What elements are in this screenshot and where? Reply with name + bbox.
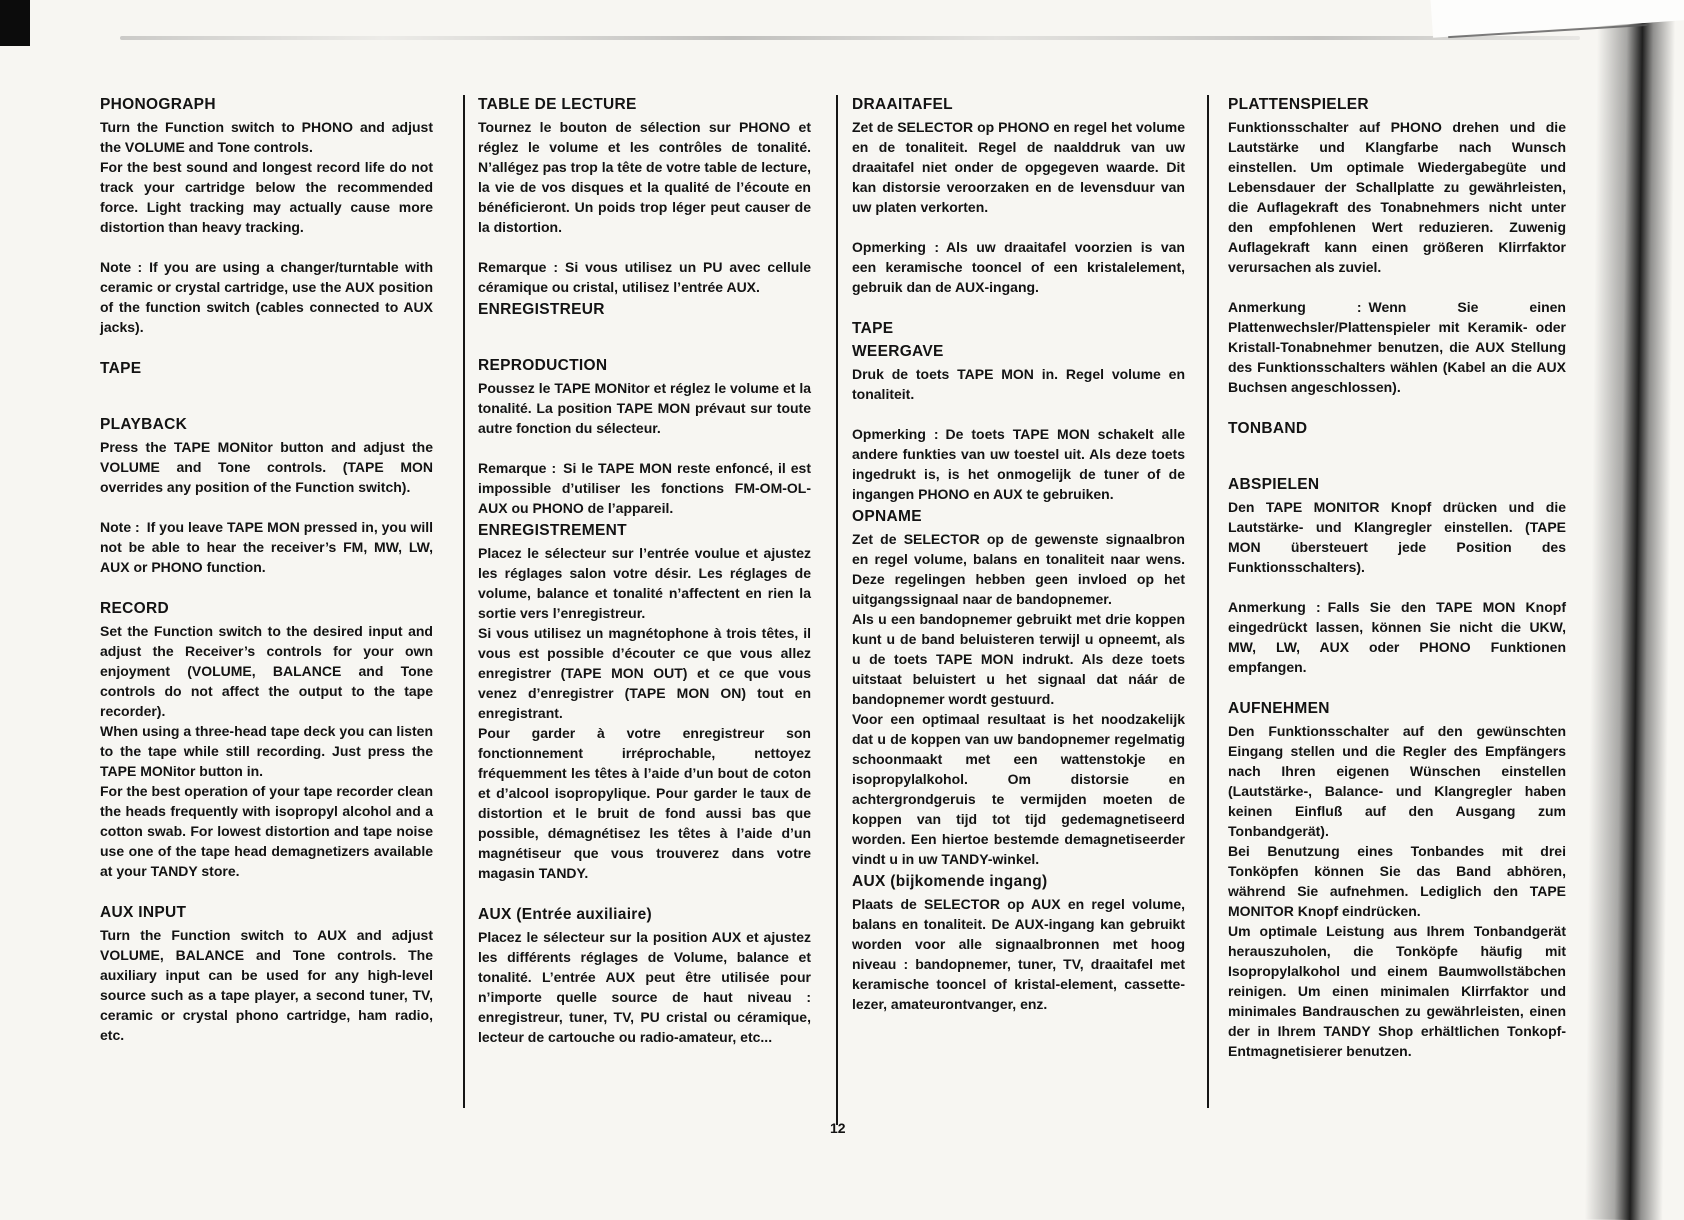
column-english (100, 95, 433, 1045)
paragraph-text: Wenn Sie einen Plattenwechsler/Plattenspieler mit Keramik- oder Kristall-Tonabnehmer benutzen, die AUX Stellung des Funktionsschalters wählen (Kabel an die AUX Buchsen angeschlossen). (1228, 299, 1566, 395)
paragraph (478, 723, 811, 883)
section-heading: AUX (Entrée auxiliaire) (478, 906, 653, 923)
section-heading: TAPE (852, 320, 894, 337)
paragraph (1228, 721, 1566, 841)
paragraph (1228, 597, 1566, 677)
paragraph-text: Zet de SELECTOR op de gewenste signaalbron en regel volume, balans en tonaliteit naar wens. Deze regelingen hebben geen invloed op het uitgangssignaal naar de bandopnemer. (852, 531, 1185, 607)
page-number: 12 (830, 1120, 846, 1136)
paragraph-text: Pour garder à votre enregistreur son fonctionnement irréprochable, nettoyez fréquemment les têtes à l’aide d’un bout de coton et d’alcool isopropylique. Pour garder le taux de distortion et le bruit de fond aussi bas que possible, démagnétisez les têtes à l’aide d’un magnétiseur que vous trouverez dans votre magasin TANDY. (478, 725, 811, 881)
paragraph (852, 894, 1185, 1014)
section-heading: PHONOGRAPH (100, 96, 216, 113)
paragraph (100, 257, 433, 337)
paragraph-text: Druk de toets TAPE MON in. Regel volume en tonaliteit. (852, 366, 1185, 402)
paragraph (852, 709, 1185, 869)
paragraph (100, 117, 433, 157)
paragraph-text: Si vous utilisez un magnétophone à trois têtes, il vous est possible d’écouter ce que vous allez enregistrer (TAPE MON OUT) et ce que vous venez d’enregistrer (TAPE MON ON) tout en enregistrant. (478, 625, 811, 721)
paragraph-text: Als uw draaitafel voorzien is van een keramische tooncel of een kristalelement, gebruik dan de AUX-ingang. (852, 239, 1185, 295)
paragraph (1228, 497, 1566, 577)
paragraph (478, 623, 811, 723)
section-heading: REPRODUCTION (478, 357, 608, 374)
note-label: Remarque : (478, 259, 559, 275)
section-heading: TAPE (100, 360, 142, 377)
column-divider (1207, 95, 1209, 1108)
paragraph (1228, 297, 1566, 397)
paragraph-text: For the best operation of your tape recorder clean the heads frequently with isopropyl alcohol and a cotton swab. For lowest distortion and tape noise use one of the tape head demagnetizers available at your TANDY store. (100, 783, 433, 879)
column-dutch (852, 95, 1185, 1014)
column-divider (836, 95, 838, 1125)
paragraph-text: Placez le sélecteur sur l’entrée voulue et ajustez les réglages salon votre désir. Les réglages de volume, balance et tonalité n’affectent en rien la sortie vers l’enregistreur. (478, 545, 811, 621)
paragraph (478, 458, 811, 518)
note-label: Anmerkung : (1228, 599, 1321, 615)
note-label: Note : (100, 519, 140, 535)
section-heading: PLATTENSPIELER (1228, 96, 1369, 113)
paragraph-text: When using a three-head tape deck you can listen to the tape while still recording. Just press the TAPE MONitor button in. (100, 723, 433, 779)
paragraph (852, 117, 1185, 217)
paragraph (1228, 921, 1566, 1061)
section-heading: ENREGISTREUR (478, 301, 605, 318)
paragraph-text: Zet de SELECTOR op PHONO en regel het volume en de tonaliteit. Regel de naalddruk van uw draaitafel niet onder de opgegeven waarde. Dit kan distorsie veroorzaken en de levensduur van uw platen verkorten. (852, 119, 1185, 215)
paragraph (852, 609, 1185, 709)
paragraph (1228, 841, 1566, 921)
paragraph-text: De toets TAPE MON schakelt alle andere funkties van uw toestel uit. Als deze toets ingedrukt is, is het onmogelijk de tuner of de ingangen PHONO en AUX te gebruiken. (852, 426, 1185, 502)
section-heading: DRAAITAFEL (852, 96, 953, 113)
section-heading: PLAYBACK (100, 416, 188, 433)
note-label: Anmerkung : (1228, 299, 1362, 315)
section-heading: AUFNEHMEN (1228, 700, 1330, 717)
paragraph-text: Um optimale Leistung aus Ihrem Tonbandgerät herauszuholen, die Tonköpfe häufig mit Isopropylalkohol und einem Baumwollstäbchen reinigen. Um einen minimalen Klirrfaktor und minimales Bandrauschen zu gewährleisten, einen der in Ihrem TANDY Shop erhältlichen Tonkopf-Entmagnetisierer benutzen. (1228, 923, 1566, 1059)
paragraph-text: Tournez le bouton de sélection sur PHONO et réglez le volume et les contrôles de tonalité. N’allégez pas trop la tête de votre table de lecture, la vie de vos disques et la qualité de l’écoute en bénéficieront. Un poids trop léger peut causer de la distortion. (478, 119, 811, 235)
section-heading: ENREGISTREMENT (478, 522, 627, 539)
paragraph (100, 925, 433, 1045)
paragraph (100, 157, 433, 237)
paragraph (478, 257, 811, 297)
paragraph-text: Placez le sélecteur sur la position AUX et ajustez les différents réglages de Volume, balance et tonalité. L’entrée AUX peut être utilisée pour n’importe quelle source de haut niveau : enregistreur, tuner, TV, PU cristal ou céramique, lecteur de cartouche ou radio-amateur, etc... (478, 929, 811, 1045)
paragraph (852, 424, 1185, 504)
paragraph (100, 437, 433, 497)
section-heading: TONBAND (1228, 420, 1308, 437)
note-label: Note : (100, 259, 143, 275)
scan-streak-artifact (120, 36, 1580, 40)
section-heading: AUX INPUT (100, 904, 187, 921)
section-heading: OPNAME (852, 508, 922, 525)
section-heading: AUX (bijkomende ingang) (852, 873, 1048, 890)
paragraph (100, 781, 433, 881)
note-label: Opmerking : (852, 239, 939, 255)
column-german (1228, 95, 1566, 1061)
paragraph (852, 529, 1185, 609)
paragraph-text: Si vous utilisez un PU avec cellule céramique ou cristal, utilisez l’entrée AUX. (478, 259, 811, 295)
paragraph (100, 621, 433, 721)
note-label: Remarque : (478, 460, 557, 476)
column-french (478, 95, 811, 1047)
paragraph (852, 237, 1185, 297)
paragraph-text: If you are using a changer/turntable with ceramic or crystal cartridge, use the AUX position of the function switch (cables connected to AUX jacks). (100, 259, 433, 335)
paragraph-text: Plaats de SELECTOR op AUX en regel volume, balans en tonaliteit. De AUX-ingang kan gebruikt worden voor alle signaalbronnen met hoog niveau : bandopnemer, tuner, TV, draaitafel met keramische tooncel of kristal-element, cassette-lezer, amateurontvanger, enz. (852, 896, 1185, 1012)
paragraph-text: Den Funktionsschalter auf den gewünschten Eingang stellen und die Regler des Empfängers nach Ihren eigenen Wünschen einstellen (Lautstärke-, Balance- und Klangregler haben keinen Einfluß auf den Ausgang zum Tonbandgerät). (1228, 723, 1566, 839)
section-heading: ABSPIELEN (1228, 476, 1320, 493)
paragraph-text: Set the Function switch to the desired input and adjust the Receiver’s controls for your own enjoyment (VOLUME, BALANCE and Tone controls do not affect the output to the tape recorder). (100, 623, 433, 719)
paragraph-text: Als u een bandopnemer gebruikt met drie koppen kunt u de band beluisteren terwijl u opneemt, als u de toets TAPE MON indrukt. Als deze toets uitstaat beluistert u het signaal dat náár de bandopnemer wordt gestuurd. (852, 611, 1185, 707)
paragraph-text: Si le TAPE MON reste enfoncé, il est impossible d’utiliser les fonctions FM-OM-OL-AUX ou PHONO de l’appareil. (478, 460, 811, 516)
paragraph-text: Den TAPE MONITOR Knopf drücken und die Lautstärke- und Klangregler einstellen. (TAPE MON übersteuert jede Position des Funktionsschalters). (1228, 499, 1566, 575)
paragraph-text: Funktionsschalter auf PHONO drehen und die Lautstärke und Klangfarbe nach Wunsch einstellen. Um optimale Wiedergabegüte und Lebensdauer der Schallplatte zu gewährleisten, die Auflagekraft des Tonabnehmers nicht unter den empfohlenen Wert reduzieren. Zuwenig Auflagekraft kann einen größeren Klirrfaktor verursachen als zuviel. (1228, 119, 1566, 275)
paragraph-text: Press the TAPE MONitor button and adjust the VOLUME and Tone controls. (TAPE MON overrides any position of the Function switch). (100, 439, 433, 495)
page-edge-shadow (1585, 20, 1676, 1220)
column-divider (463, 95, 465, 1108)
paragraph (100, 517, 433, 577)
section-heading: WEERGAVE (852, 343, 944, 360)
note-label: Opmerking : (852, 426, 939, 442)
paragraph-text: Voor een optimaal resultaat is het noodzakelijk dat u de koppen van uw bandopnemer regelmatig schoonmaakt met een wattenstokje en isopropylalkohol. Om distorsie en achtergrondgeruis te vermijden moeten de koppen van tijd tot tijd gedemagnetiseerd worden. Een hiertoe bestemde demagnetiseerder vindt u in uw TANDY-winkel. (852, 711, 1185, 867)
paragraph (852, 364, 1185, 404)
paragraph (478, 927, 811, 1047)
paragraph-text: Turn the Function switch to PHONO and adjust the VOLUME and Tone controls. (100, 119, 433, 155)
paragraph (478, 117, 811, 237)
paragraph-text: Bei Benutzung eines Tonbandes mit drei Tonköpfen können Sie das Band abhören, während Sie aufnehmen. Lediglich den TAPE MONITOR Knopf eindrücken. (1228, 843, 1566, 919)
paragraph (100, 721, 433, 781)
scan-corner-mark (0, 0, 30, 46)
paragraph (1228, 117, 1566, 277)
section-heading: RECORD (100, 600, 169, 617)
paragraph-text: Turn the Function switch to AUX and adjust VOLUME, BALANCE and Tone controls. The auxiliary input can be used for any high-level source such as a tape player, a second tuner, TV, ceramic or crystal phono cartridge, ham radio, etc. (100, 927, 433, 1043)
paragraph (478, 543, 811, 623)
paragraph-text: Falls Sie den TAPE MON Knopf eingedrückt lassen, können Sie nicht die UKW, MW, LW, AUX oder PHONO Funktionen empfangen. (1228, 599, 1566, 675)
paragraph-text: If you leave TAPE MON pressed in, you will not be able to hear the receiver’s FM, MW, LW, AUX or PHONO function. (100, 519, 433, 575)
section-heading: TABLE DE LECTURE (478, 96, 637, 113)
paragraph (478, 378, 811, 438)
paragraph-text: Poussez le TAPE MONitor et réglez le volume et la tonalité. La position TAPE MON prévaut sur toute autre fonction du sélecteur. (478, 380, 811, 436)
paragraph-text: For the best sound and longest record life do not track your cartridge below the recommended force. Light tracking may actually cause more distortion than heavy tracking. (100, 159, 433, 235)
